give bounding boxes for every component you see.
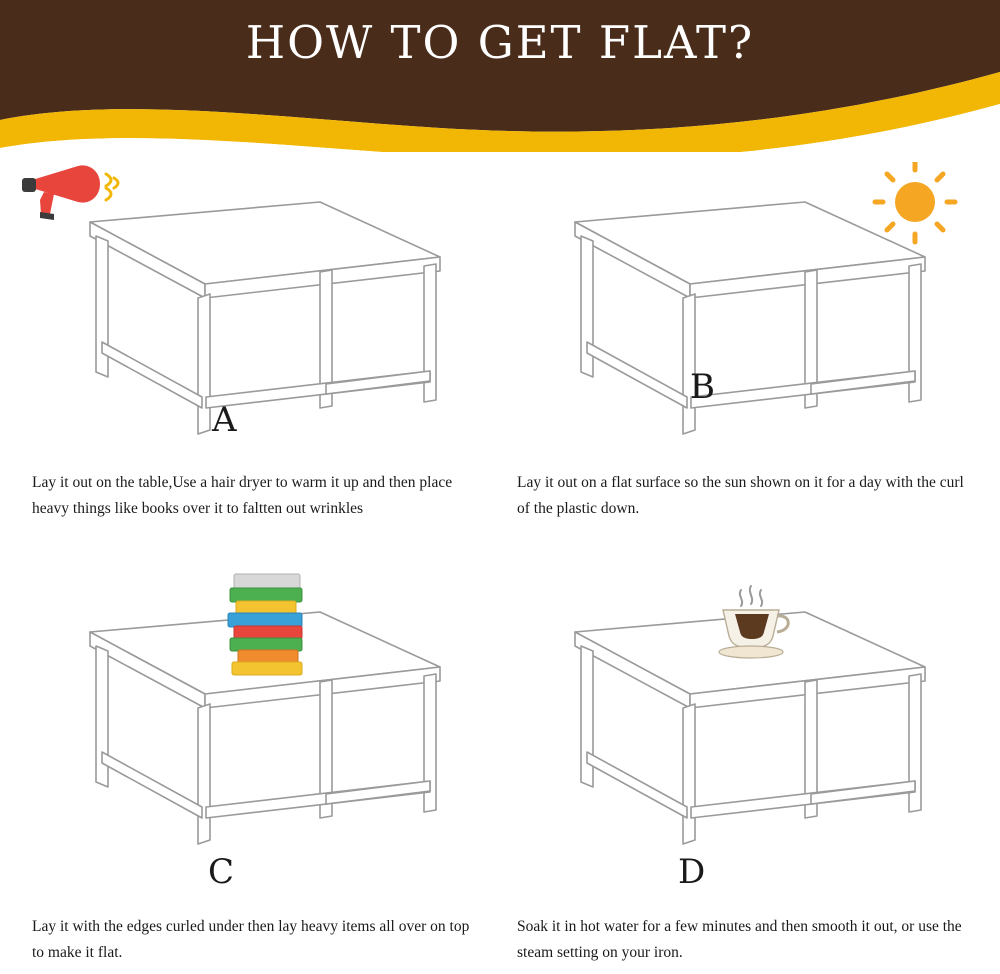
book-stack-icon xyxy=(228,574,302,675)
panel-c-illustration xyxy=(20,572,500,882)
panel-d-letter: D xyxy=(678,852,706,892)
header-banner xyxy=(0,0,1000,152)
panel-grid xyxy=(0,152,1000,974)
panel-d-caption: Soak it in hot water for a few minutes and then smooth it out, or use the steam setting on your iron. xyxy=(517,918,962,961)
panel-c-letter: C xyxy=(208,852,235,892)
panel-b-illustration xyxy=(505,162,985,472)
page-title: HOW TO GET FLAT? xyxy=(245,16,755,69)
panel-d-illustration xyxy=(505,572,985,882)
panel-d xyxy=(505,572,985,972)
panel-c xyxy=(20,572,500,972)
panel-b-caption: Lay it out on a flat surface so the sun shown on it for a day with the curl of the plastic down. xyxy=(517,474,964,517)
hair-dryer-icon xyxy=(22,165,118,220)
panel-c-caption: Lay it with the edges curled under then lay heavy items all over on top to make it flat. xyxy=(32,918,470,961)
sun-icon xyxy=(875,162,955,242)
panel-a-illustration xyxy=(20,162,500,472)
panel-a-letter: A xyxy=(212,400,237,440)
panel-b-letter: B xyxy=(690,367,715,407)
panel-a-caption: Lay it out on the table,Use a hair dryer to warm it up and then place heavy things like books over it to faltten out wrinkles xyxy=(32,474,453,517)
